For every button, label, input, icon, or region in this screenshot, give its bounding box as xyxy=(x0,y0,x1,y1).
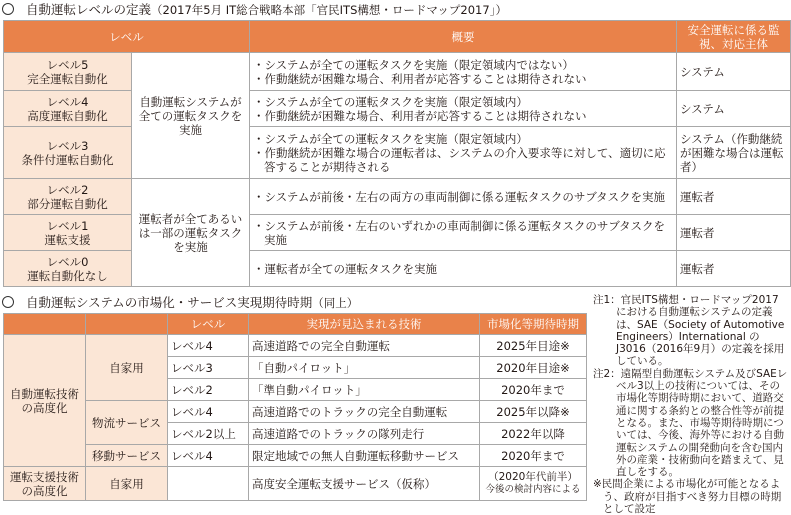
timing-value: （2020年代前半） xyxy=(488,471,578,483)
section2-subtitle: （同上） xyxy=(312,296,359,310)
entity-cell: システム xyxy=(677,53,791,91)
section1-heading xyxy=(2,2,507,18)
timing-note: 今後の検討内容による xyxy=(485,484,581,495)
summary-cell xyxy=(250,91,677,127)
entity-cell: 運転者 xyxy=(677,251,791,287)
tech-cell: 高速道路での完全自動運転 xyxy=(249,335,480,357)
table-row xyxy=(4,91,791,127)
timing-cell: 2025年目途※ xyxy=(480,335,587,357)
entity-cell: 運転者 xyxy=(677,179,791,215)
subcategory-logistics: 物流サービス xyxy=(86,401,168,445)
level-cell: レベル4 xyxy=(168,445,249,467)
table-row xyxy=(4,127,791,179)
level-cell: レベル4 xyxy=(168,335,249,357)
subcategory-private: 自家用 xyxy=(86,467,168,501)
header-timing: 市場化等期待時期 xyxy=(480,314,587,335)
group-system: 自動運転システムが全ての運転タスクを実施 xyxy=(132,53,250,179)
summary-line: ・システムが前後・左右の両方の車両制御に係る運転タスクのサブタスクを実施 xyxy=(253,189,666,204)
timing-cell xyxy=(480,467,587,501)
level-name: 完全運転自動化 xyxy=(27,71,108,86)
level-number: レベル4 xyxy=(46,94,89,109)
summary-line: ・システムが全ての運転タスクを実施（限定領域内） xyxy=(253,94,528,109)
level-cell: レベル4 xyxy=(168,401,249,423)
header-blank xyxy=(86,314,168,335)
section2-heading xyxy=(2,295,358,311)
summary-cell xyxy=(250,127,677,179)
summary-line: ・システムが全ての運転タスクを実施（限定領域内） xyxy=(253,131,528,146)
tech-cell: 高度安全運転支援サービス（仮称） xyxy=(249,467,480,501)
summary-cell xyxy=(250,179,677,215)
level-number: レベル5 xyxy=(46,57,89,72)
market-timing-table xyxy=(3,313,587,501)
level-name: 運転支援 xyxy=(44,232,91,247)
level-cell xyxy=(4,179,132,215)
category-support: 運転支援技術の高度化 xyxy=(4,467,86,501)
level-name: 運転自動化なし xyxy=(27,268,108,283)
summary-line: ・作動継続が困難な場合、利用者が応答することは期待されない xyxy=(253,108,587,123)
header-blank xyxy=(4,314,86,335)
tech-cell: 高速道路でのトラックの完全自動運転 xyxy=(249,401,480,423)
circle-bullet-icon xyxy=(2,3,14,15)
group-driver: 運転者が全てあるいは一部の運転タスクを実施 xyxy=(132,179,250,287)
subcategory-private: 自家用 xyxy=(86,335,168,401)
footnote-1: 注1：官民ITS構想・ロードマップ2017における自動運転システムの定義は、SAE（Society of Automotive Engineers）International の J3016（2016年9月）の定義を採用している。 xyxy=(593,294,785,368)
level-cell xyxy=(4,215,132,251)
table-row xyxy=(4,445,587,467)
table-row xyxy=(4,251,791,287)
level-cell xyxy=(168,467,249,501)
category-auto: 自動運転技術の高度化 xyxy=(4,335,86,467)
summary-cell xyxy=(250,251,677,287)
level-name: 高度運転自動化 xyxy=(27,108,108,123)
tech-cell: 高速道路でのトラックの隊列走行 xyxy=(249,423,480,445)
header-summary: 概要 xyxy=(250,21,677,53)
level-cell xyxy=(4,91,132,127)
level-cell xyxy=(4,127,132,179)
timing-cell: 2020年目途※ xyxy=(480,357,587,379)
summary-line: ・作動継続が困難な場合、利用者が応答することは期待されない xyxy=(253,71,587,86)
section1-title: 自動運転レベルの定義 xyxy=(26,2,152,17)
summary-cell xyxy=(250,215,677,251)
tech-cell: 「準自動パイロット」 xyxy=(249,379,480,401)
footnote-2: 注2：遠隔型自動運転システム及びSAEレベル3以上の技術については、その市場化等期待時期において、道路交通に関する条約との整合性等が前提となる。また、市場等期待時期については、今後、海外等における自動運転システムの開発動向を含む国内外の産業・技術動向を踏まえて、見直しをする。 xyxy=(593,367,788,479)
summary-line: ・システムが全ての運転タスクを実施（限定領域内ではない） xyxy=(253,57,574,72)
entity-cell: システム（作動継続が困難な場合は運転者） xyxy=(677,127,791,179)
summary-line: ・システムが前後・左右のいずれかの車両制御に係る運転タスクのサブタスクを実施 xyxy=(253,218,666,247)
level-cell xyxy=(4,251,132,287)
section1-subtitle: （2017年5月 IT総合戦略本部「官民ITS構想・ロードマップ2017」） xyxy=(151,3,507,17)
level-cell: レベル3 xyxy=(168,357,249,379)
circle-bullet-icon xyxy=(2,296,14,308)
table-row xyxy=(4,335,587,357)
header-level: レベル xyxy=(4,21,250,53)
level-name: 条件付運転自動化 xyxy=(21,152,114,167)
level-name: 部分運転自動化 xyxy=(27,196,108,211)
table-row xyxy=(4,215,791,251)
entity-cell: 運転者 xyxy=(677,215,791,251)
table-row xyxy=(4,179,791,215)
level-definition-table xyxy=(3,20,791,287)
level-number: レベル2 xyxy=(46,182,89,197)
timing-cell: 2020年まで xyxy=(480,445,587,467)
section2-title: 自動運転システムの市場化・サービス実現期待時期 xyxy=(26,295,313,310)
summary-cell xyxy=(250,53,677,91)
level-number: レベル0 xyxy=(46,254,89,269)
timing-cell: 2025年以降※ xyxy=(480,401,587,423)
header-level: レベル xyxy=(168,314,249,335)
level-cell: レベル2 xyxy=(168,379,249,401)
level-cell: レベル2以上 xyxy=(168,423,249,445)
summary-line: ・運転者が全ての運転タスクを実施 xyxy=(253,261,437,276)
header-tech: 実現が見込まれる技術 xyxy=(249,314,480,335)
summary-line: ・作動継続が困難な場合の運転者は、システムの介入要求等に対して、適切に応答することが期待される xyxy=(253,145,666,174)
timing-cell: 2022年以降 xyxy=(480,423,587,445)
table-row xyxy=(4,401,587,423)
level-cell xyxy=(4,53,132,91)
tech-cell: 「自動パイロット」 xyxy=(249,357,480,379)
tech-cell: 限定地域での無人自動運転移動サービス xyxy=(249,445,480,467)
timing-cell: 2020年まで xyxy=(480,379,587,401)
header-entity: 安全運転に係る監視、対応主体 xyxy=(677,21,791,53)
entity-cell: システム xyxy=(677,91,791,127)
level-number: レベル1 xyxy=(46,218,89,233)
footnote-asterisk: ※民間企業による市場化が可能となるよう、政府が目指すべき努力目標の時期として設定 xyxy=(593,478,782,515)
subcategory-mobility: 移動サービス xyxy=(86,445,168,467)
table-row xyxy=(4,467,587,501)
footnotes xyxy=(593,294,789,515)
level-number: レベル3 xyxy=(46,138,89,153)
table-row xyxy=(4,53,791,91)
